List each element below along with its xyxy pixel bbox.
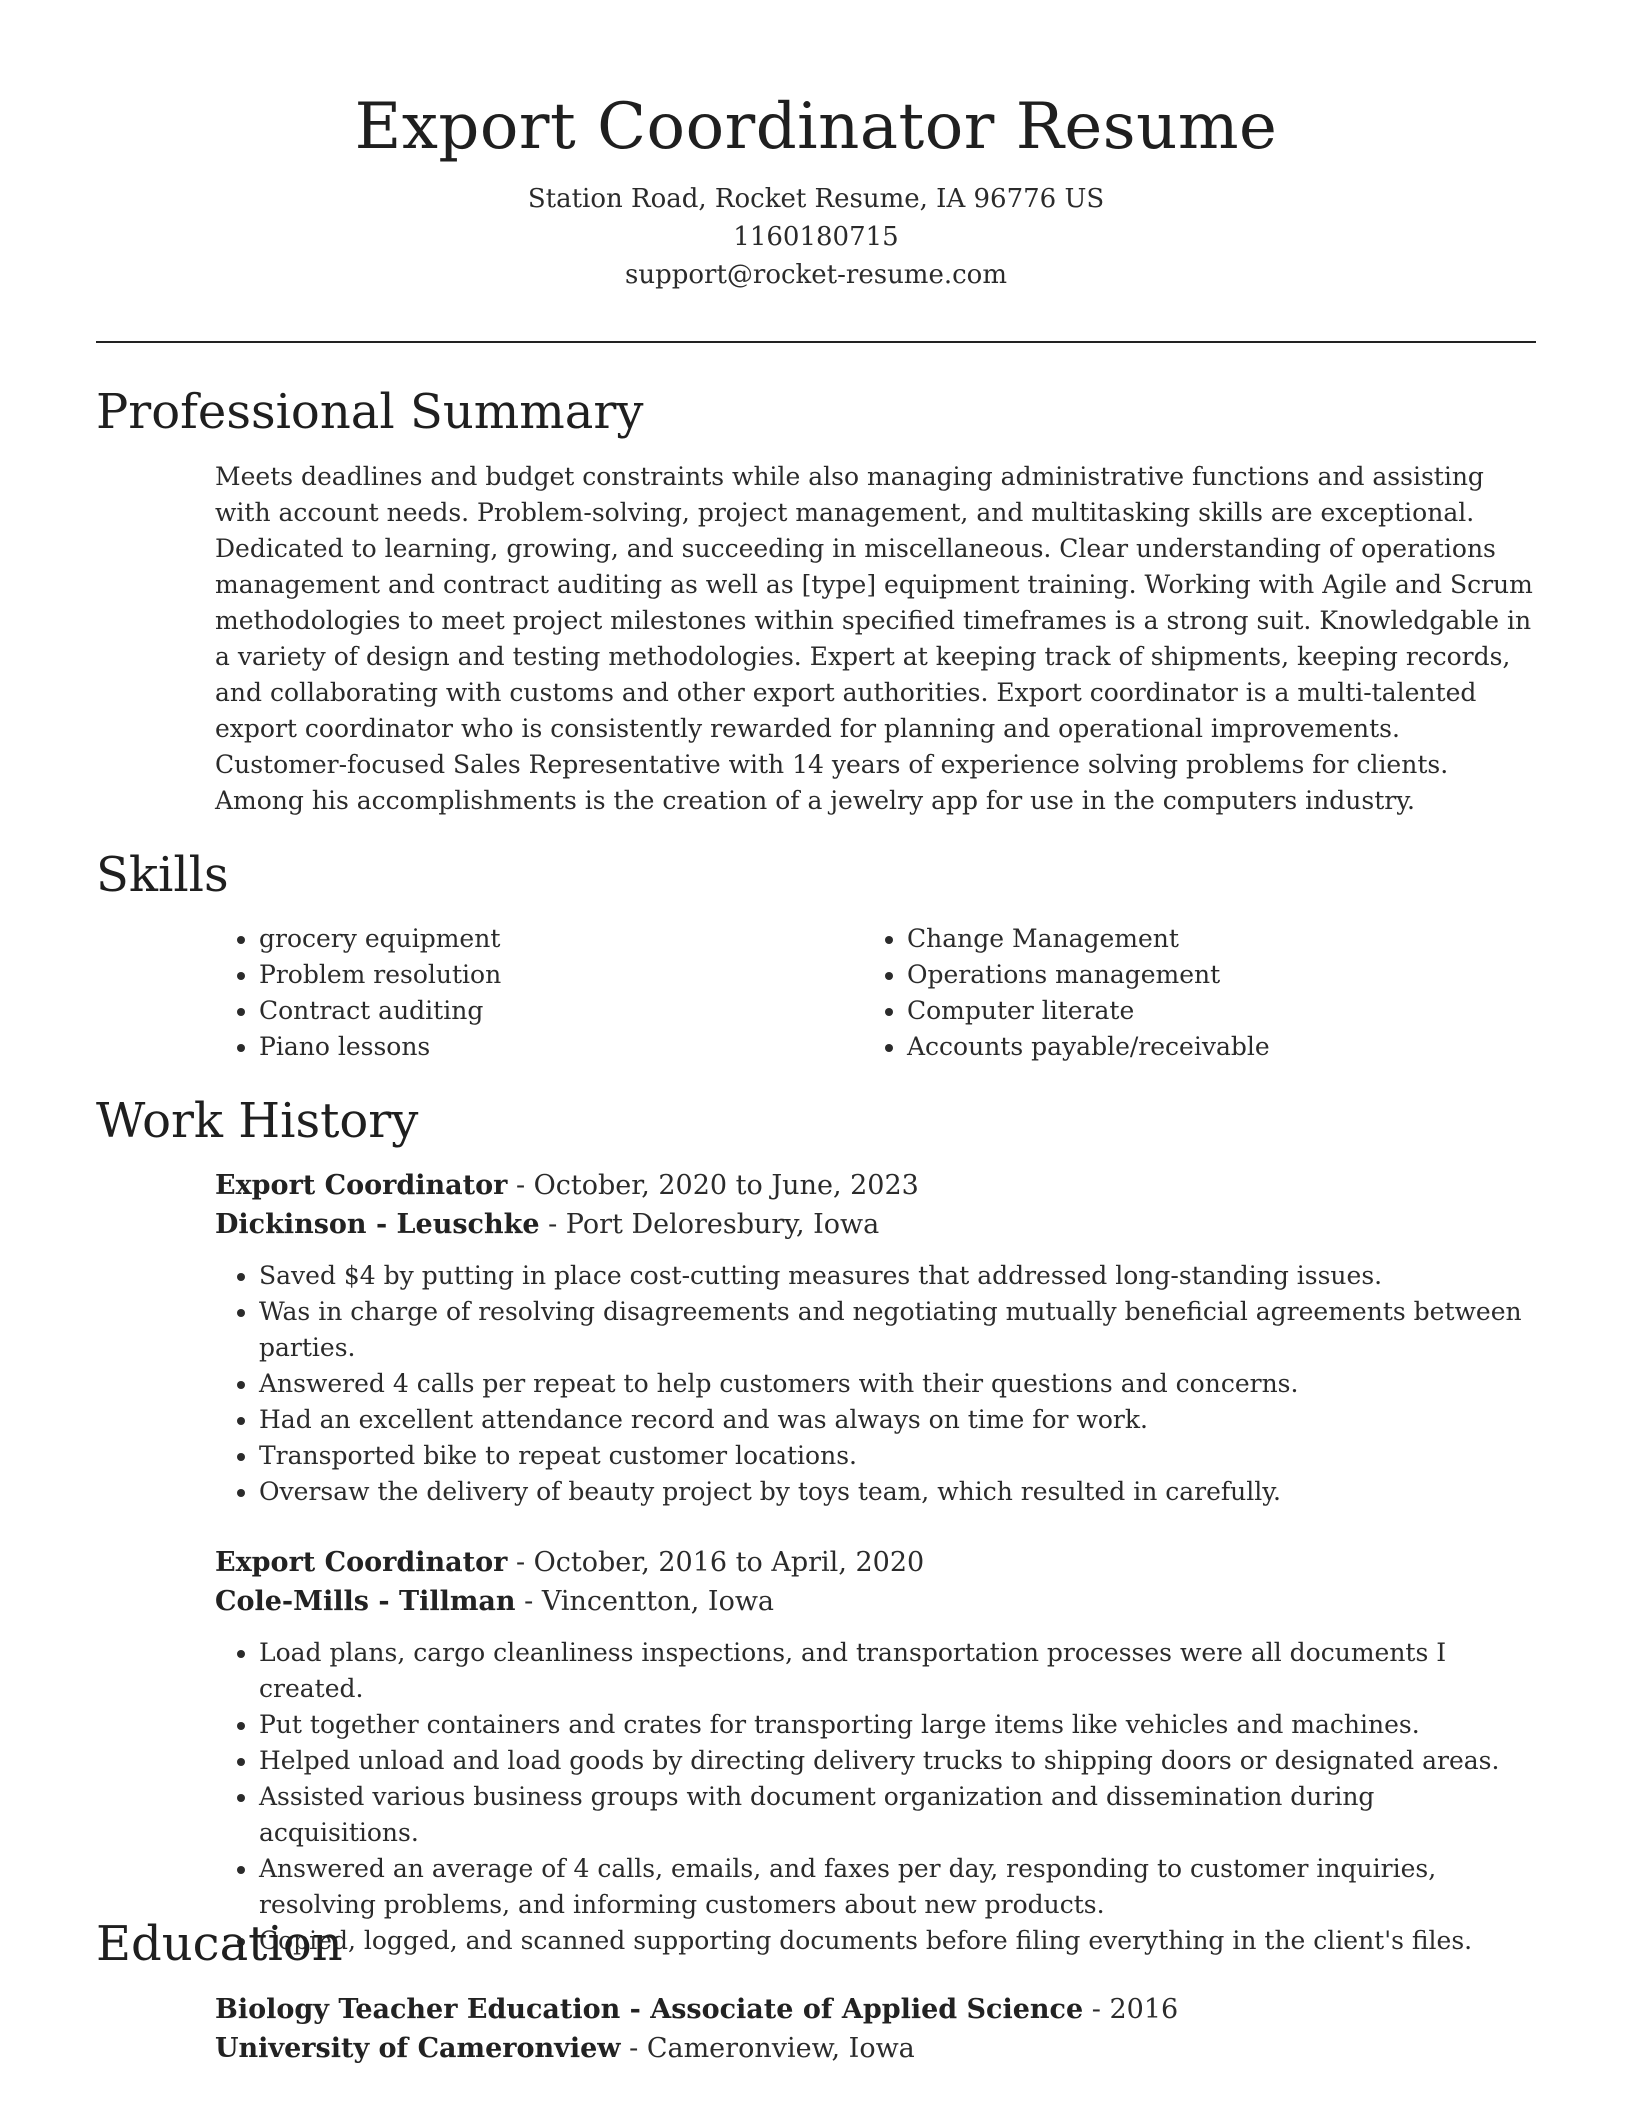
- skill-item: • Problem resolution: [259, 957, 863, 993]
- education-heading: Education: [96, 1916, 343, 1972]
- job-bullet: • Transported bike to repeat customer locations.: [259, 1438, 1535, 1474]
- skill-item: • Contract auditing: [259, 993, 863, 1029]
- work-heading: Work History: [96, 1093, 419, 1149]
- skills-grid: [215, 921, 1535, 1065]
- job-bullet: • Assisted various business groups with document organization and dissemination during acquisitions.: [259, 1779, 1535, 1851]
- job-bullet: • Had an excellent attendance record and was always on time for work.: [259, 1402, 1535, 1438]
- skill-item: • Operations management: [907, 957, 1511, 993]
- skill-item: • Change Management: [907, 921, 1511, 957]
- job-location: - Vincentton, Iowa: [515, 1586, 775, 1617]
- skills-list-left: [215, 921, 863, 1065]
- skills-list-right: [863, 921, 1511, 1065]
- skill-item: • Accounts payable/receivable: [907, 1029, 1511, 1065]
- job-org-line: [215, 1205, 1535, 1244]
- address: Station Road, Rocket Resume, IA 96776 US: [527, 184, 1105, 214]
- job-bullet: • Load plans, cargo cleanliness inspections, and transportation processes were all documents I created.: [259, 1635, 1535, 1707]
- resume-header: [96, 80, 1536, 294]
- job-company: Cole-Mills - Tillman: [215, 1586, 516, 1617]
- education-degree-line: [215, 1990, 1535, 2029]
- skill-item: • Piano lessons: [259, 1029, 863, 1065]
- summary-text: Meets deadlines and budget constraints while also managing administrative functions and assisting with account needs. Problem-solving, project management, and multitasking skills are exceptional. Dedicated to learning, growing, and succeeding in miscellaneous. Clear understanding of operations management and contract auditing as well as [type] equipment training. Working with Agile and Scrum methodologies to meet project milestones within specified timeframes is a strong suit. Knowledgable in a variety of design and testing methodologies. Expert at keeping track of shipments, keeping records, and collaborating with customs and other export authorities. Export coordinator is a multi-talented export coordinator who is consistently rewarded for planning and operational improvements. Customer-focused Sales Representative with 14 years of experience solving problems for clients. Among his accomplishments is the creation of a jewelry app for use in the computers industry.: [215, 462, 1533, 815]
- job-bullet: • Answered an average of 4 calls, emails, and faxes per day, responding to customer inquiries, resolving problems, and informing customers about new products.: [259, 1851, 1535, 1923]
- job-entry: [215, 1543, 1535, 1959]
- job-bullets: [215, 1635, 1535, 1959]
- skill-item: • grocery equipment: [259, 921, 863, 957]
- job-bullet: • Answered 4 calls per repeat to help customers with their questions and concerns.: [259, 1366, 1535, 1402]
- skills-heading: Skills: [96, 847, 229, 903]
- job-bullet: • Saved $4 by putting in place cost-cutting measures that addressed long-standing issues.: [259, 1258, 1535, 1294]
- summary-section: [215, 459, 1535, 819]
- job-title: Export Coordinator: [215, 1547, 508, 1578]
- education-year: - 2016: [1083, 1994, 1179, 2025]
- contact-info: [96, 180, 1536, 294]
- education-location: - Cameronview, Iowa: [620, 2033, 915, 2064]
- header-divider: [96, 341, 1536, 343]
- job-title-line: [215, 1166, 1535, 1205]
- job-location: - Port Deloresbury, Iowa: [539, 1209, 880, 1240]
- job-title-line: [215, 1543, 1535, 1582]
- job-bullet: • Was in charge of resolving disagreements and negotiating mutually beneficial agreements between parties.: [259, 1294, 1535, 1366]
- job-bullet: • Helped unload and load goods by directing delivery trucks to shipping doors or designated areas.: [259, 1743, 1535, 1779]
- education-school: University of Cameronview: [215, 2033, 621, 2064]
- skills-section: [215, 921, 1535, 1065]
- job-bullet: • Put together containers and crates for transporting large items like vehicles and machines.: [259, 1707, 1535, 1743]
- education-entry: [215, 1990, 1535, 2068]
- job-bullets: [215, 1258, 1535, 1510]
- job-dates: - October, 2016 to April, 2020: [507, 1547, 925, 1578]
- email: support@rocket-resume.com: [624, 260, 1007, 290]
- job-title: Export Coordinator: [215, 1170, 508, 1201]
- phone: 1160180715: [733, 222, 899, 252]
- job-company: Dickinson - Leuschke: [215, 1209, 540, 1240]
- resume-title: Export Coordinator Resume: [354, 90, 1278, 164]
- job-org-line: [215, 1582, 1535, 1621]
- skill-item: • Computer literate: [907, 993, 1511, 1029]
- summary-heading: Professional Summary: [96, 384, 644, 440]
- job-bullet: • Oversaw the delivery of beauty project by toys team, which resulted in carefully.: [259, 1474, 1535, 1510]
- job-entry: [215, 1166, 1535, 1510]
- education-degree: Biology Teacher Education - Associate of Applied Science: [215, 1994, 1084, 2025]
- job-bullet: • Copied, logged, and scanned supporting documents before filing everything in the client's files.: [259, 1923, 1535, 1959]
- education-school-line: [215, 2029, 1535, 2068]
- job-dates: - October, 2020 to June, 2023: [507, 1170, 919, 1201]
